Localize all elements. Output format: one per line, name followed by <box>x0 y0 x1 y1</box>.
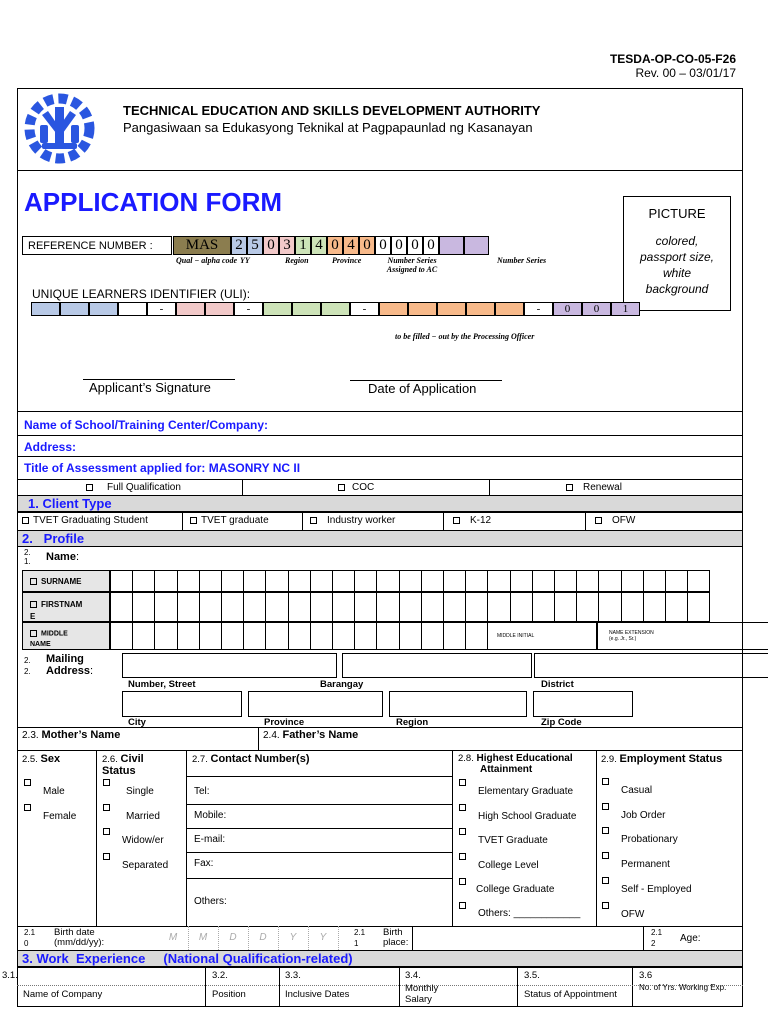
zip-label: Zip Code <box>541 717 582 728</box>
birthdate-cell[interactable]: Y <box>278 926 309 950</box>
reference-label: REFERENCE NUMBER : <box>28 240 153 252</box>
contact-fax[interactable]: Fax: <box>194 858 214 869</box>
work-col-5-label: Status of Appointment <box>524 989 617 1000</box>
name-letter-cell[interactable] <box>288 592 311 622</box>
assessment-title-label[interactable]: Title of Assessment applied for: MASONRY NC II <box>24 461 301 475</box>
form-left-border <box>17 171 18 951</box>
name-letter-cell[interactable] <box>443 570 466 592</box>
mother-name-label[interactable]: 2.3. Mother’s Name <box>22 729 121 741</box>
checkbox-icon[interactable] <box>602 852 609 859</box>
name-letter-cell[interactable] <box>310 622 333 650</box>
uli-note: to be filled − out by the Processing Officer <box>395 332 535 341</box>
picture-line-2: passport size, <box>639 250 715 264</box>
birthplace-number-1: 2.1 <box>354 928 366 937</box>
civil-status-header: 2.6. Civil <box>102 753 144 765</box>
name-letter-cell[interactable] <box>332 592 355 622</box>
name-letter-cell[interactable] <box>310 570 333 592</box>
checkbox-icon[interactable] <box>86 484 93 491</box>
mailing-number-2: 2. <box>24 667 31 676</box>
name-letter-cell[interactable] <box>221 622 244 650</box>
checkbox-icon[interactable] <box>566 484 573 491</box>
form-right-border <box>742 171 743 951</box>
name-letter-cell[interactable] <box>598 592 621 622</box>
name-letter-cell[interactable] <box>576 570 599 592</box>
edu-option-others[interactable]: Others: ____________ <box>459 902 580 913</box>
checkbox-icon[interactable] <box>459 779 466 786</box>
name-letter-cell[interactable] <box>154 570 177 592</box>
name-letter-cell[interactable] <box>576 592 599 622</box>
uli-cell[interactable] <box>379 302 408 316</box>
checkbox-icon[interactable] <box>602 778 609 785</box>
profile-bar <box>17 530 743 547</box>
name-letter-cell[interactable] <box>665 570 688 592</box>
birthdate-number-1: 2.1 <box>24 928 36 937</box>
edu-option-highschool[interactable]: High School Graduate <box>459 804 576 815</box>
name-letter-cell[interactable] <box>399 570 422 592</box>
name-number: 2. 1. <box>24 548 31 566</box>
name-letter-cell[interactable] <box>177 592 200 622</box>
ref-sub-series-ac: Number Series Assigned to AC <box>386 256 438 274</box>
checkbox-icon[interactable] <box>24 779 31 786</box>
checkbox-icon[interactable] <box>103 804 110 811</box>
name-letter-cell[interactable] <box>288 570 311 592</box>
name-letter-cell[interactable] <box>265 592 288 622</box>
uli-cell[interactable] <box>31 302 60 316</box>
work-col-1-label: Name of Company <box>23 989 103 1000</box>
name-letter-cell[interactable] <box>310 592 333 622</box>
applicant-signature-label: Applicant’s Signature <box>89 380 211 395</box>
form-code: TESDA-OP-CO-05-F26 <box>609 52 736 66</box>
name-letter-cell[interactable] <box>110 622 133 650</box>
contact-others[interactable]: Others: <box>194 896 227 907</box>
name-label: Name: <box>46 551 80 563</box>
uli-cell[interactable]: 1 <box>611 302 640 316</box>
middle-initial-label: MIDDLE INITIAL <box>497 633 535 639</box>
contact-email[interactable]: E-mail: <box>194 834 226 845</box>
birthdate-cell[interactable]: M <box>158 926 189 950</box>
tesda-logo-icon <box>22 91 97 166</box>
name-letter-cell[interactable] <box>132 622 155 650</box>
district-label: District <box>541 679 574 690</box>
client-type-heading: 1. Client Type <box>28 496 112 511</box>
civil-option-married[interactable]: Married <box>103 804 160 815</box>
street-field[interactable] <box>122 653 337 678</box>
name-letter-cell[interactable] <box>465 622 488 650</box>
birthplace-label-2: place: <box>383 937 409 948</box>
name-letter-cell[interactable] <box>621 570 644 592</box>
client-option-k12[interactable]: K-12 <box>453 515 491 526</box>
name-letter-cell[interactable] <box>265 622 288 650</box>
civil-option-widow[interactable]: Widow/er <box>103 828 164 839</box>
civil-option-single[interactable]: Single <box>103 779 154 790</box>
checkbox-icon[interactable] <box>602 803 609 810</box>
name-letter-cell[interactable] <box>532 592 555 622</box>
name-letter-cell[interactable] <box>376 622 399 650</box>
reference-cell: 4 <box>343 236 359 255</box>
work-col-5-num: 3.5. <box>524 970 540 981</box>
client-option-tvet-graduating[interactable]: TVET Graduating Student <box>22 515 148 526</box>
firstname-label-e: E <box>30 612 36 621</box>
client-option-industry-worker[interactable]: Industry worker <box>310 515 395 526</box>
name-letter-cell[interactable] <box>443 622 466 650</box>
name-letter-cell[interactable] <box>554 570 577 592</box>
checkbox-icon[interactable] <box>459 902 466 909</box>
name-letter-cell[interactable] <box>399 622 422 650</box>
ref-sub-yy: YY <box>240 256 250 265</box>
name-letter-cell[interactable] <box>487 592 510 622</box>
checkbox-icon[interactable] <box>24 804 31 811</box>
school-name-label[interactable]: Name of School/Training Center/Company: <box>24 418 269 432</box>
client-option-ofw[interactable]: OFW <box>595 515 635 526</box>
address-label[interactable]: Address: <box>24 440 77 454</box>
name-letter-cell[interactable] <box>465 592 488 622</box>
edu-option-elementary[interactable]: Elementary Graduate <box>459 779 573 790</box>
form-title: APPLICATION FORM <box>24 187 283 217</box>
age-number-1: 2.1 <box>651 928 663 937</box>
name-letter-cell[interactable] <box>177 622 200 650</box>
name-letter-cell[interactable] <box>376 570 399 592</box>
checkbox-icon <box>30 578 37 585</box>
birthplace-number-2: 1 <box>354 939 359 948</box>
reference-cell: 0 <box>375 236 391 255</box>
checkbox-icon[interactable] <box>602 877 609 884</box>
reference-cell: 0 <box>423 236 439 255</box>
name-letter-cell[interactable] <box>354 592 377 622</box>
civil-option-separated[interactable]: Separated <box>103 853 168 864</box>
reference-cell: 1 <box>295 236 311 255</box>
city-label: City <box>128 717 146 728</box>
ref-sub-qual: Qual − alpha code <box>176 256 238 265</box>
edu-option-college-level[interactable]: College Level <box>459 853 539 864</box>
name-letter-cell[interactable] <box>154 592 177 622</box>
emp-option-ofw[interactable]: OFW <box>602 902 644 913</box>
uli-cell[interactable] <box>466 302 495 316</box>
name-letter-cell[interactable] <box>110 570 133 592</box>
work-col-6-label: No. of Yrs. Working Exp. <box>639 983 727 992</box>
date-application-label: Date of Application <box>368 381 477 396</box>
sex-header: 2.5. Sex <box>22 753 61 765</box>
uli-cell[interactable] <box>495 302 524 316</box>
name-letter-cell[interactable] <box>687 592 710 622</box>
province-field[interactable] <box>248 691 383 717</box>
education-header-2: Attainment <box>480 764 533 775</box>
name-letter-cell[interactable] <box>376 592 399 622</box>
name-letter-cell[interactable] <box>621 592 644 622</box>
uli-cell[interactable] <box>292 302 321 316</box>
emp-option-casual[interactable]: Casual <box>602 778 652 789</box>
name-letter-cell[interactable] <box>177 570 200 592</box>
checkbox-icon[interactable] <box>602 902 609 909</box>
checkbox-icon[interactable] <box>459 804 466 811</box>
ref-sub-series: Number Series <box>497 256 547 265</box>
birthdate-number-2: 0 <box>24 939 29 948</box>
reference-cell <box>464 236 489 255</box>
district-field[interactable] <box>534 653 768 678</box>
birthplace-label: Birth <box>383 927 403 938</box>
uli-cell[interactable]: - <box>350 302 379 316</box>
checkbox-icon[interactable] <box>459 828 466 835</box>
reference-cell: 5 <box>247 236 263 255</box>
civil-status-header-2: Status <box>102 765 136 777</box>
name-extension-label: NAME EXTENSION <box>609 630 654 636</box>
name-letter-cell[interactable] <box>243 592 266 622</box>
name-letter-cell[interactable] <box>510 592 533 622</box>
name-letter-cell[interactable] <box>665 592 688 622</box>
checkbox-icon[interactable] <box>459 853 466 860</box>
edu-option-college-graduate[interactable]: College Graduate <box>459 878 554 889</box>
work-col-2-num: 3.2. <box>212 970 228 981</box>
name-letter-cell[interactable] <box>399 592 422 622</box>
name-letter-cell[interactable] <box>465 570 488 592</box>
reference-cell: 0 <box>327 236 343 255</box>
contact-mobile[interactable]: Mobile: <box>194 810 227 821</box>
work-col-3-num: 3.3. <box>285 970 301 981</box>
name-letter-cell[interactable] <box>110 592 133 622</box>
name-letter-cell[interactable] <box>265 570 288 592</box>
work-col-4-num: 3.4. <box>405 970 421 981</box>
birthplace-field[interactable] <box>412 926 644 950</box>
work-col-2-label: Position <box>212 989 246 1000</box>
name-letter-cell[interactable] <box>199 592 222 622</box>
sex-option-female[interactable]: Female <box>24 804 76 815</box>
birthdate-label: Birth date <box>54 927 95 938</box>
revision-text: Rev. 00 – 03/01/17 <box>635 66 736 80</box>
checkbox-icon[interactable] <box>103 853 110 860</box>
name-extension-example: (e.g. Jr., Sr.) <box>609 636 637 642</box>
contact-tel[interactable]: Tel: <box>194 786 210 797</box>
client-type-bar <box>17 495 743 512</box>
education-header: 2.8. Highest Educational <box>458 753 573 764</box>
sex-option-male[interactable]: Male <box>24 779 65 790</box>
checkbox-icon[interactable] <box>595 517 602 524</box>
mailing-label-1: Mailing <box>46 653 84 665</box>
firstname-label: FIRSTNAM <box>30 600 82 609</box>
name-letter-cell[interactable] <box>354 570 377 592</box>
work-experience-heading: 3. Work Experience (National Qualification-related) <box>22 951 353 966</box>
checkbox-icon[interactable] <box>103 828 110 835</box>
mailing-number-1: 2. <box>24 656 31 665</box>
name-letter-cell[interactable] <box>332 622 355 650</box>
name-letter-cell[interactable] <box>554 592 577 622</box>
uli-cell[interactable] <box>408 302 437 316</box>
checkbox-icon <box>30 630 37 637</box>
profile-heading: 2. Profile <box>22 531 85 546</box>
barangay-field[interactable] <box>342 653 532 678</box>
middlename-label: MIDDLE <box>30 630 68 637</box>
region-field[interactable] <box>389 691 527 717</box>
name-letter-cell[interactable] <box>221 570 244 592</box>
ref-sub-province: Province <box>332 256 362 265</box>
checkbox-icon[interactable] <box>453 517 460 524</box>
ref-sub-region: Region <box>285 256 309 265</box>
checkbox-icon[interactable] <box>338 484 345 491</box>
work-col-3-label: Inclusive Dates <box>285 989 350 1000</box>
name-letter-cell[interactable] <box>487 570 510 592</box>
reference-cell: MAS <box>173 236 231 255</box>
uli-cell[interactable]: - <box>524 302 553 316</box>
picture-line-1: colored, <box>655 234 699 248</box>
uli-cell[interactable] <box>437 302 466 316</box>
option-renewal[interactable]: Renewal <box>566 482 622 493</box>
birthdate-cell[interactable]: D <box>248 926 279 950</box>
name-letter-cell[interactable] <box>687 570 710 592</box>
uli-cell[interactable] <box>89 302 118 316</box>
street-label: Number, Street <box>128 679 196 690</box>
uli-cell[interactable]: - <box>147 302 176 316</box>
name-letter-cell[interactable] <box>443 592 466 622</box>
checkbox-icon[interactable] <box>22 517 29 524</box>
birthdate-cell[interactable]: M <box>188 926 219 950</box>
uli-cell[interactable]: 0 <box>553 302 582 316</box>
client-option-tvet-graduate[interactable]: TVET graduate <box>190 515 269 526</box>
checkbox-icon[interactable] <box>190 517 197 524</box>
emp-option-probationary[interactable]: Probationary <box>602 827 678 838</box>
name-letter-cell[interactable] <box>199 570 222 592</box>
option-coc[interactable]: COC <box>338 482 374 493</box>
name-letter-cell[interactable] <box>288 622 311 650</box>
mailing-label-2: Address: <box>46 665 94 677</box>
picture-title: PICTURE <box>648 206 706 221</box>
checkbox-icon[interactable] <box>459 878 466 885</box>
name-letter-cell[interactable] <box>243 622 266 650</box>
agency-subtitle: Pangasiwaan sa Edukasyong Teknikal at Pagpapaunlad ng Kasanayan <box>123 120 533 135</box>
name-letter-cell[interactable] <box>421 570 444 592</box>
employment-header: 2.9. Employment Status <box>601 753 723 765</box>
age-number-2: 2 <box>651 939 656 948</box>
reference-cell: 3 <box>279 236 295 255</box>
barangay-label: Barangay <box>320 679 364 690</box>
edu-option-tvet[interactable]: TVET Graduate <box>459 828 548 839</box>
name-letter-cell[interactable] <box>243 570 266 592</box>
name-letter-cell[interactable] <box>532 570 555 592</box>
work-col-4-label: Monthly Salary <box>405 983 439 1005</box>
name-letter-cell[interactable] <box>132 592 155 622</box>
checkbox-icon[interactable] <box>602 827 609 834</box>
zip-field[interactable] <box>533 691 633 717</box>
picture-line-3: white <box>662 266 691 280</box>
uli-cell[interactable]: 0 <box>582 302 611 316</box>
option-full-qualification[interactable]: Full Qualification <box>86 482 181 493</box>
emp-option-permanent[interactable]: Permanent <box>602 852 670 863</box>
name-letter-cell[interactable] <box>221 592 244 622</box>
age-label[interactable]: Age: <box>680 933 701 944</box>
name-letter-cell[interactable] <box>199 622 222 650</box>
uli-cell[interactable] <box>205 302 234 316</box>
reference-cell: 0 <box>407 236 423 255</box>
birthdate-format: (mm/dd/yy): <box>54 937 105 948</box>
name-letter-cell[interactable] <box>354 622 377 650</box>
surname-label: SURNAME <box>30 577 81 586</box>
uli-cell[interactable]: - <box>234 302 263 316</box>
birthdate-cell[interactable]: Y <box>308 926 339 950</box>
reference-cell <box>439 236 464 255</box>
reference-cell: 4 <box>311 236 327 255</box>
region-label: Region <box>396 717 429 728</box>
emp-option-job-order[interactable]: Job Order <box>602 803 665 814</box>
reference-cell: 0 <box>391 236 407 255</box>
checkbox-icon <box>30 601 37 608</box>
father-name-label[interactable]: 2.4. Father’s Name <box>263 729 359 741</box>
name-letter-cell[interactable] <box>132 570 155 592</box>
work-col-6-num: 3.6 <box>639 970 653 981</box>
agency-name: TECHNICAL EDUCATION AND SKILLS DEVELOPMENT AUTHORITY <box>123 103 541 118</box>
name-letter-cell[interactable] <box>332 570 355 592</box>
uli-cell[interactable] <box>60 302 89 316</box>
name-letter-cell[interactable] <box>421 622 444 650</box>
uli-cell[interactable] <box>176 302 205 316</box>
name-letter-cell[interactable] <box>643 570 666 592</box>
uli-cell[interactable] <box>263 302 292 316</box>
work-col-1-num: 3.1. <box>2 970 18 981</box>
uli-cell[interactable] <box>321 302 350 316</box>
picture-line-4: background <box>645 282 709 296</box>
name-letter-cell[interactable] <box>598 570 621 592</box>
city-field[interactable] <box>122 691 242 717</box>
uli-label: UNIQUE LEARNERS IDENTIFIER (ULI): <box>32 287 251 301</box>
reference-cell: 0 <box>263 236 279 255</box>
emp-option-self-employed[interactable]: Self - Employed <box>602 877 692 888</box>
checkbox-icon[interactable] <box>103 779 110 786</box>
name-letter-cell[interactable] <box>510 570 533 592</box>
checkbox-icon[interactable] <box>310 517 317 524</box>
name-letter-cell[interactable] <box>421 592 444 622</box>
uli-cell[interactable] <box>118 302 147 316</box>
birthdate-cell[interactable]: D <box>218 926 249 950</box>
reference-cell: 2 <box>231 236 247 255</box>
contact-header: 2.7. Contact Number(s) <box>192 753 310 765</box>
reference-cell: 0 <box>359 236 375 255</box>
province-label: Province <box>264 717 305 728</box>
name-letter-cell[interactable] <box>154 622 177 650</box>
middlename-label-2: NAME <box>30 641 51 648</box>
name-letter-cell[interactable] <box>643 592 666 622</box>
